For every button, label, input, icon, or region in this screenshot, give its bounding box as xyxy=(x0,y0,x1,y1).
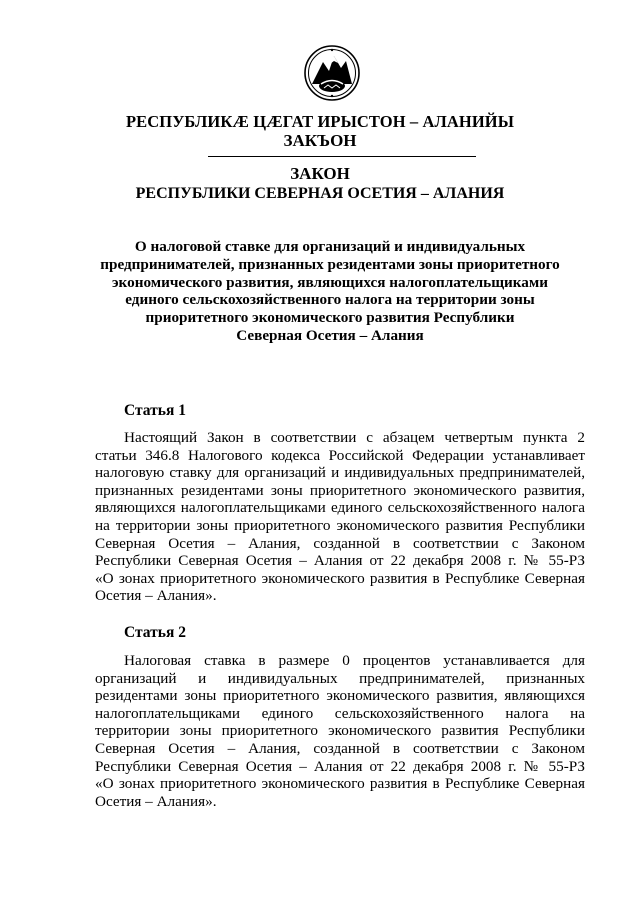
title-line: предпринимателей, признанных резидентами зоны приоритетного xyxy=(100,255,560,273)
paragraph-line: на территории зоны приоритетного экономического развития Республики xyxy=(95,516,585,534)
paragraph-line: территории зоны приоритетного экономического развития Республики xyxy=(95,722,585,740)
paragraph-line: «О зонах приоритетного экономического развития в Республике Северная xyxy=(95,775,585,793)
article-1-heading: Статья 1 xyxy=(124,402,186,419)
paragraph-line: организаций и индивидуальных предпринимателей, признанных xyxy=(95,669,585,687)
title-line: Северная Осетия – Алания xyxy=(236,326,424,344)
article-2-heading: Статья 2 xyxy=(124,624,186,641)
paragraph-line: Республики Северная Осетия – Алания от 22 декабря 2008 г. № 55-РЗ xyxy=(95,552,585,570)
article-1-text xyxy=(95,429,585,605)
title-line: экономического развития, являющихся налогоплательщиками xyxy=(111,273,549,291)
paragraph-line: «О зонах приоритетного экономического развития в Республике Северная xyxy=(95,569,585,587)
article-2-text xyxy=(95,652,585,810)
paragraph-line: Настоящий Закон в соответствии с абзацем четвертым пункта 2 xyxy=(124,429,585,446)
paragraph-line: Республики Северная Осетия – Алания от 22 декабря 2008 г. № 55-РЗ xyxy=(95,757,585,775)
header-divider xyxy=(208,156,476,157)
title-line: О налоговой ставке для организаций и индивидуальных xyxy=(134,238,526,255)
paragraph-line: Северная Осетия – Алания, созданной в соответствии с Законом xyxy=(95,534,585,552)
paragraph-line: статьи 346.8 Налогового кодекса Российской Федерации устанавливает xyxy=(95,446,585,464)
paragraph-line: являющихся налогоплательщиками единого сельскохозяйственного налога xyxy=(95,499,585,517)
title-line: единого сельскохозяйственного налога на территории зоны xyxy=(125,291,535,309)
coat-of-arms-emblem xyxy=(303,44,361,102)
republic-name-russian: РЕСПУБЛИКИ СЕВЕРНАЯ ОСЕТИЯ – АЛАНИЯ xyxy=(135,185,505,202)
paragraph-line: Осетия – Алания». xyxy=(95,792,217,810)
paragraph-line: Северная Осетия – Алания, созданной в соответствии с Законом xyxy=(95,739,585,757)
law-title xyxy=(100,238,560,345)
title-line: приоритетного экономического развития Республики xyxy=(145,309,515,327)
law-label-ossetian: ЗАКЪОН xyxy=(283,131,357,150)
law-label-russian: ЗАКОН xyxy=(290,164,350,183)
paragraph-line: признанных резидентами зоны приоритетного экономического развития, xyxy=(95,481,585,499)
paragraph-line: Осетия – Алания». xyxy=(95,587,217,605)
paragraph-line: налогоплательщиками единого сельскохозяйственного налога на xyxy=(95,704,585,722)
paragraph-line: налоговую ставку для организаций и индивидуальных предпринимателей, xyxy=(95,464,585,482)
paragraph-line: резидентами зоны приоритетного экономического развития, являющихся xyxy=(95,687,585,705)
republic-name-ossetian: РЕСПУБЛИКÆ ЦÆГАТ ИРЫСТОН – АЛАНИЙЫ xyxy=(125,112,514,131)
paragraph-line: Налоговая ставка в размере 0 процентов устанавливается для xyxy=(124,652,585,669)
